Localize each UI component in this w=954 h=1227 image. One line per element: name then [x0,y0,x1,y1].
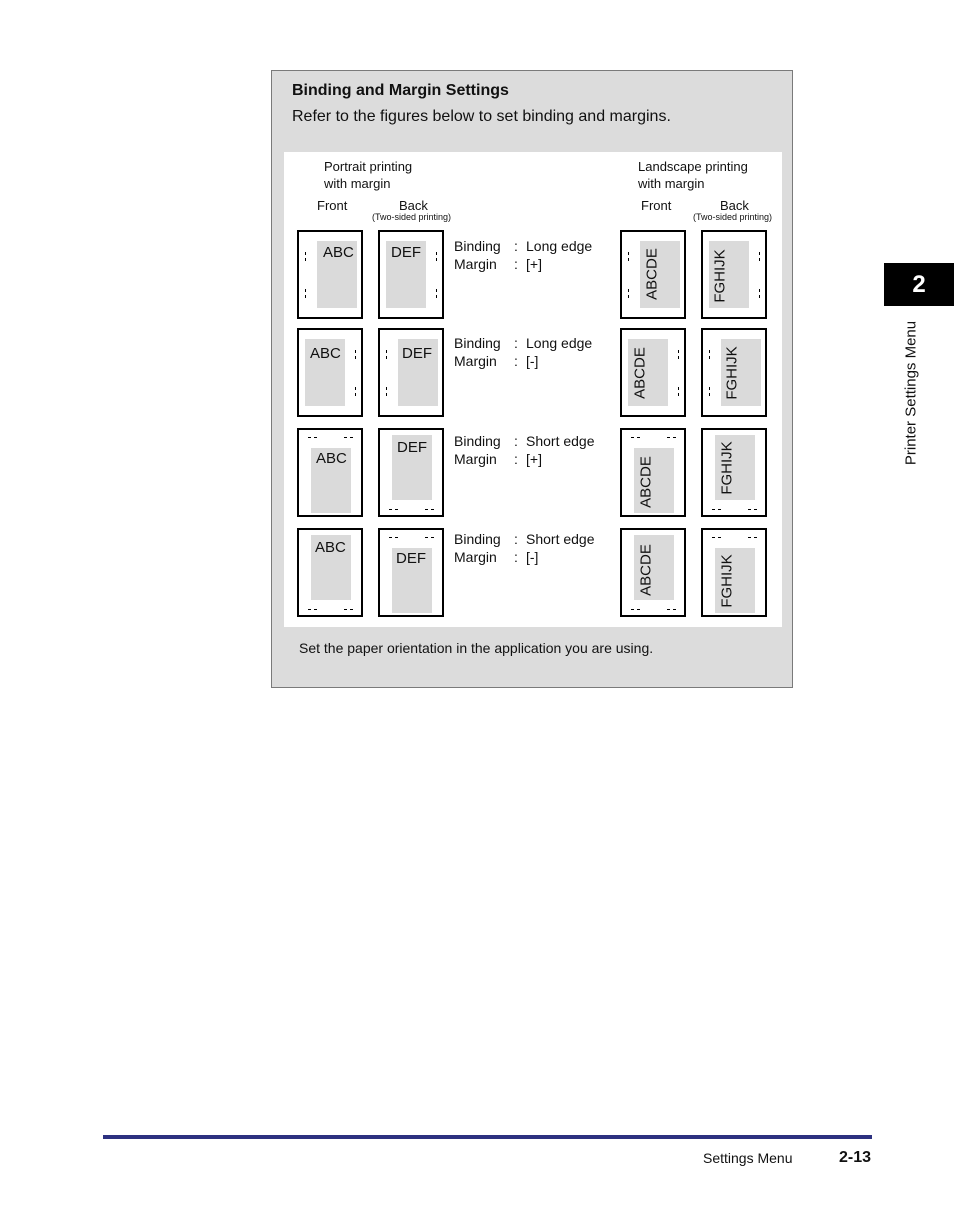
page-portrait-front-r2 [297,328,363,417]
setting-desc-r1: Binding : Long edge Margin : [+] [454,238,593,272]
page-landscape-front-r2 [620,328,686,417]
binding-mark [436,252,437,261]
page-portrait-front-r4 [297,528,363,617]
binding-mark [386,387,387,396]
landscape-heading-1: Landscape printing [638,159,748,174]
footer-rule [103,1135,872,1139]
orientation-note: Set the paper orientation in the application you are using. [299,640,654,656]
binding-mark [308,609,317,610]
binding-mark [344,437,353,438]
binding-margin-box [271,70,793,688]
binding-mark [628,252,629,261]
setting-desc-r4: Binding : Short edge Margin : [-] [454,531,595,565]
binding-mark [678,387,679,396]
footer-page-number: 2-13 [839,1149,872,1166]
page-text: ABC [316,450,347,467]
page-text: DEF [397,439,427,456]
page-text: DEF [396,550,426,567]
page-text: FGHIJK [718,554,736,608]
chapter-side-label: Printer Settings Menu [902,320,920,466]
binding-mark [389,537,398,538]
portrait-heading-1: Portrait printing [324,159,413,174]
page-landscape-front-r1 [620,230,686,319]
binding-mark [712,509,721,510]
page-text: ABC [323,244,354,261]
page-portrait-back-r4 [378,528,444,617]
page-text: DEF [402,345,432,362]
page-text: ABCDE [637,544,655,596]
page-text: ABC [315,539,346,556]
box-title: Binding and Margin Settings [292,82,509,99]
page-landscape-front-r3 [620,428,686,517]
binding-mark [712,537,721,538]
page-portrait-back-r3 [378,428,444,517]
binding-mark [344,609,353,610]
page-text: FGHIJK [711,249,729,303]
page-portrait-front-r1 [297,230,363,319]
page-landscape-back-r4 [701,528,767,617]
binding-mark [355,350,356,359]
binding-mark [709,350,710,359]
binding-mark [308,437,317,438]
landscape-back-note: (Two-sided printing) [693,212,773,222]
binding-mark [709,387,710,396]
page-portrait-back-r2 [378,328,444,417]
portrait-heading-2: with margin [324,176,391,191]
page-text: ABCDE [631,347,649,399]
landscape-back-label: Back [720,198,749,213]
page-text: DEF [391,244,421,261]
page-landscape-front-r4 [620,528,686,617]
landscape-front-label: Front [641,198,672,213]
binding-figure [284,152,782,627]
binding-mark [631,437,640,438]
binding-mark [305,289,306,298]
binding-mark [425,509,434,510]
binding-mark [628,289,629,298]
page-text: FGHIJK [723,346,741,400]
binding-mark [389,509,398,510]
page-text: ABC [310,345,341,362]
box-subtitle: Refer to the figures below to set binding and margins. [292,108,671,125]
landscape-heading-2: with margin [638,176,705,191]
page-landscape-back-r3 [701,428,767,517]
binding-mark [748,509,757,510]
binding-mark [436,289,437,298]
page-text: FGHIJK [718,441,736,495]
footer-section: Settings Menu [703,1150,793,1166]
portrait-back-note: (Two-sided printing) [372,212,452,222]
binding-mark [631,609,640,610]
chapter-tab: 2 [884,263,954,306]
page-landscape-back-r2 [701,328,767,417]
binding-mark [759,289,760,298]
binding-mark [355,387,356,396]
setting-desc-r2: Binding : Long edge Margin : [-] [454,335,593,369]
binding-mark [678,350,679,359]
page-portrait-back-r1 [378,230,444,319]
portrait-back-label: Back [399,198,428,213]
page-portrait-front-r3 [297,428,363,517]
binding-mark [425,537,434,538]
setting-desc-r3: Binding : Short edge Margin : [+] [454,433,595,467]
binding-mark [305,252,306,261]
page-landscape-back-r1 [701,230,767,319]
binding-mark [667,437,676,438]
binding-mark [748,537,757,538]
binding-mark [759,252,760,261]
portrait-front-label: Front [317,198,348,213]
page-text: ABCDE [643,248,661,300]
binding-mark [667,609,676,610]
page-text: ABCDE [637,456,655,508]
binding-mark [386,350,387,359]
